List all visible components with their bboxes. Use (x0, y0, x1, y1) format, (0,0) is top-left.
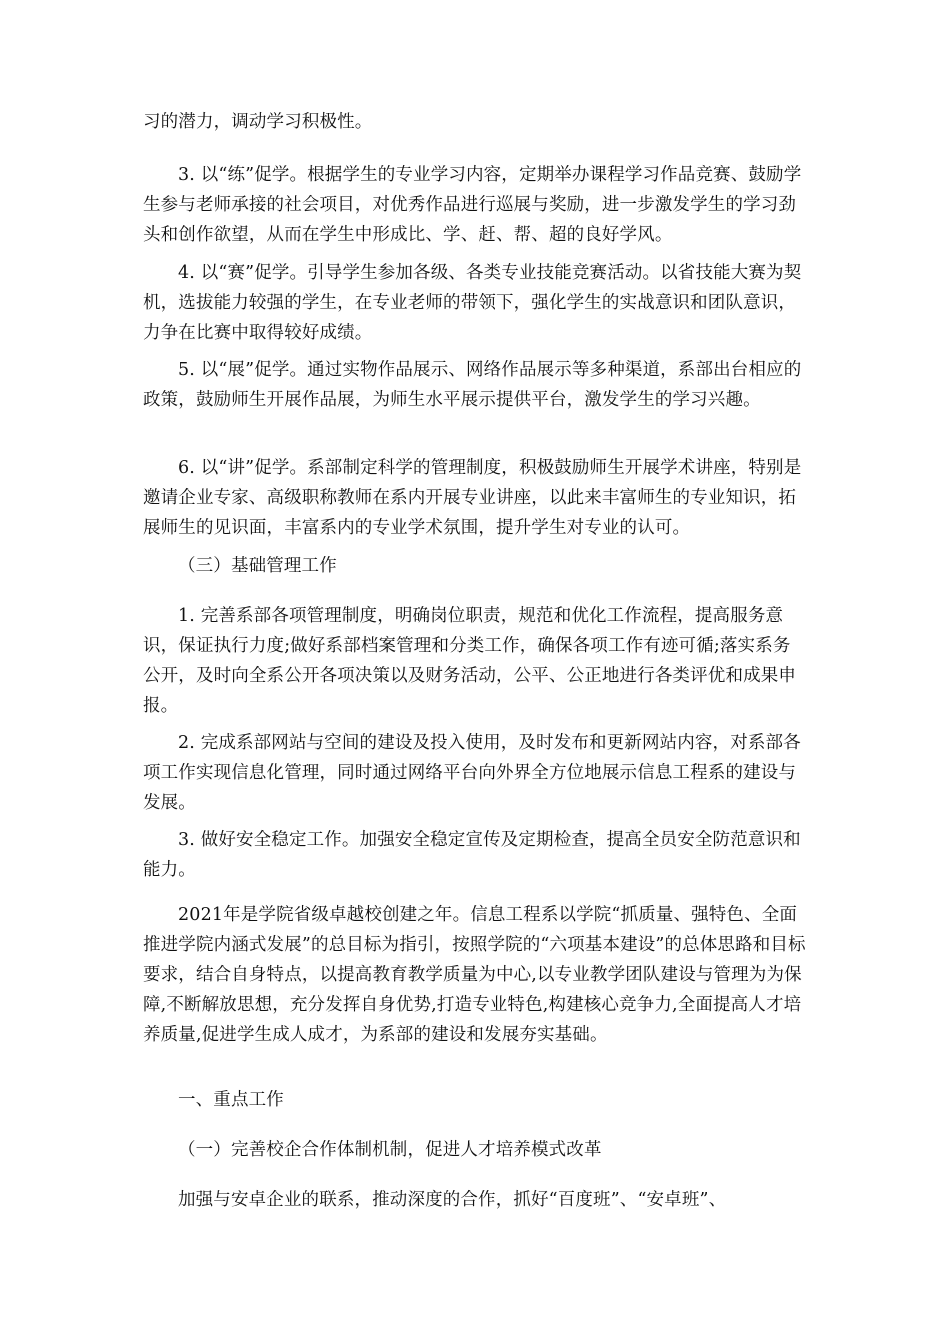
paragraph-item-4-competition: 4. 以“赛”促学。引导学生参加各级、各类专业技能竞赛活动。以省技能大赛为契机，选拔能力较强的学生，在专业老师的带领下，强化学生的实战意识和团队意识，力争在比赛中取得较好成绩。 (143, 263, 802, 343)
paragraph-android-cooperation: 加强与安卓企业的联系，推动深度的合作，抓好“百度班”、“安卓班”、 (178, 1190, 727, 1210)
paragraph-item-5-exhibition: 5. 以“展”促学。通过实物作品展示、网络作品展示等多种渠道，系部出台相应的政策，鼓励师生开展作品展，为师生水平展示提供平台，激发学生的学习兴趣。 (143, 360, 802, 410)
heading-key-work: 一、重点工作 (178, 1090, 284, 1110)
paragraph-management-item-1: 1. 完善系部各项管理制度，明确岗位职责，规范和优化工作流程，提高服务意识，保证执行力度;做好系部档案管理和分类工作，确保各项工作有迹可循;落实系务公开，及时向全系公开各项决策以及财务活动，公平、公正地进行各类评优和成果申报。 (143, 606, 797, 716)
paragraph-management-item-3: 3. 做好安全稳定工作。加强安全稳定宣传及定期检查，提高全员安全防范意识和能力。 (143, 830, 801, 880)
paragraph-item-3-practice: 3. 以“练”促学。根据学生的专业学习内容，定期举办课程学习作品竞赛、鼓励学生参与老师承接的社会项目，对优秀作品进行巡展与奖励，进一步激发学生的学习劲头和创作欲望，从而在学生中形成比、学、赶、帮、超的良好学风。 (143, 165, 802, 245)
paragraph-management-item-2: 2. 完成系部网站与空间的建设及投入使用，及时发布和更新网站内容，对系部各项工作实现信息化管理，同时通过网络平台向外界全方位地展示信息工程系的建设与发展。 (143, 733, 801, 813)
paragraph-continuation: 习的潜力，调动学习积极性。 (143, 112, 373, 132)
paragraph-item-6-lecture: 6. 以“讲”促学。系部制定科学的管理制度，积极鼓励师生开展学术讲座，特别是邀请企业专家、高级职称教师在系内开展专业讲座，以此来丰富师生的专业知识，拓展师生的见识面，丰富系内的专业学术氛围，提升学生对专业的认可。 (143, 458, 802, 538)
section-heading-basic-management: （三）基础管理工作 (178, 556, 337, 576)
subheading-school-enterprise: （一）完善校企合作体制机制，促进人才培养模式改革 (178, 1140, 602, 1160)
paragraph-2021-overview: 2021年是学院省级卓越校创建之年。信息工程系以学院“抓质量、强特色、全面推进学院内涵式发展”的总目标为指引，按照学院的“六项基本建设”的总体思路和目标要求，结合自身特点，以提高教育教学质量为中心,以专业教学团队建设与管理为为保障,不断解放思想，充分发挥自身优势,打造专业特色,构建核心竞争力,全面提高人才培养质量,促进学生成人成才，为系部的建设和发展夯实基础。 (143, 905, 806, 1045)
